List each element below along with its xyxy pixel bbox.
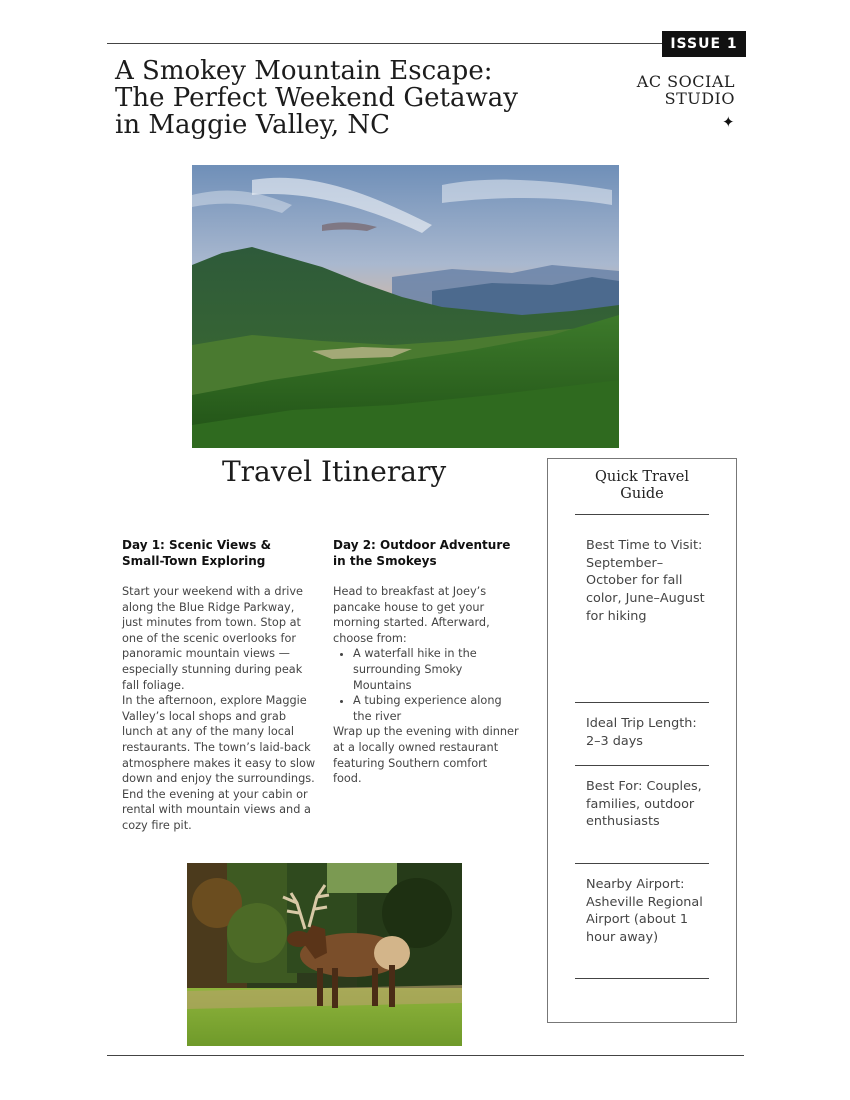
page-title: A Smokey Mountain Escape: The Perfect Weekend Getaway in Maggie Valley, NC: [115, 56, 518, 140]
brand-name: AC SOCIAL STUDIO: [636, 72, 735, 108]
quick-travel-guide: [547, 458, 737, 1023]
day1-paragraph: End the evening at your cabin or rental with mountain views and a cozy fire pit.: [122, 787, 311, 832]
guide-item: Ideal Trip Length: 2–3 days: [586, 716, 697, 749]
day1-heading: Day 1: Scenic Views & Small-Town Exploring: [122, 538, 272, 568]
guide-item: Best Time to Visit: September–October for fall color, June–August for hiking: [586, 538, 705, 624]
divider: [575, 978, 709, 979]
list-item: • A waterfall hike in the surrounding Smoky Mountains: [353, 646, 519, 693]
sparkle-icon: ✦: [722, 113, 735, 131]
divider: [575, 702, 709, 703]
day2-heading: Day 2: Outdoor Adventure in the Smokeys: [333, 538, 511, 568]
day2-body: [333, 584, 519, 787]
day1-paragraph: In the afternoon, explore Maggie Valley’s local shops and grab lunch at any of the many local restaurants. The town’s laid-back atmosphere makes it easy to slow down and enjoy the surroundings.: [122, 694, 316, 786]
top-rule: [107, 43, 667, 44]
day2-options-list: [333, 646, 519, 724]
issue-badge: ISSUE 1: [662, 31, 746, 57]
guide-title: Quick Travel Guide: [594, 469, 690, 502]
divider: [575, 514, 709, 515]
list-item: • A tubing experience along the river: [353, 693, 519, 724]
guide-item: Best For: Couples, families, outdoor enthusiasts: [586, 779, 702, 830]
section-title: Travel Itinerary: [222, 455, 447, 488]
day2-intro: Head to breakfast at Joey’s pancake house to get your morning started. Afterward, choose from:: [333, 585, 490, 645]
bottom-rule: [107, 1055, 744, 1056]
mountain-photo: [192, 165, 619, 448]
day1-paragraph: Start your weekend with a drive along the Blue Ridge Parkway, just minutes from town. Stop at one of the scenic overlooks for panoramic mountain views — especially stunning during peak fall foliage.: [122, 585, 303, 692]
divider: [575, 765, 709, 766]
elk-photo: [187, 863, 462, 1046]
guide-item: Nearby Airport: Asheville Regional Airport (about 1 hour away): [586, 877, 703, 946]
divider: [575, 863, 709, 864]
day2-outro: Wrap up the evening with dinner at a locally owned restaurant featuring Southern comfort food.: [333, 725, 519, 786]
day1-body: [122, 584, 318, 834]
